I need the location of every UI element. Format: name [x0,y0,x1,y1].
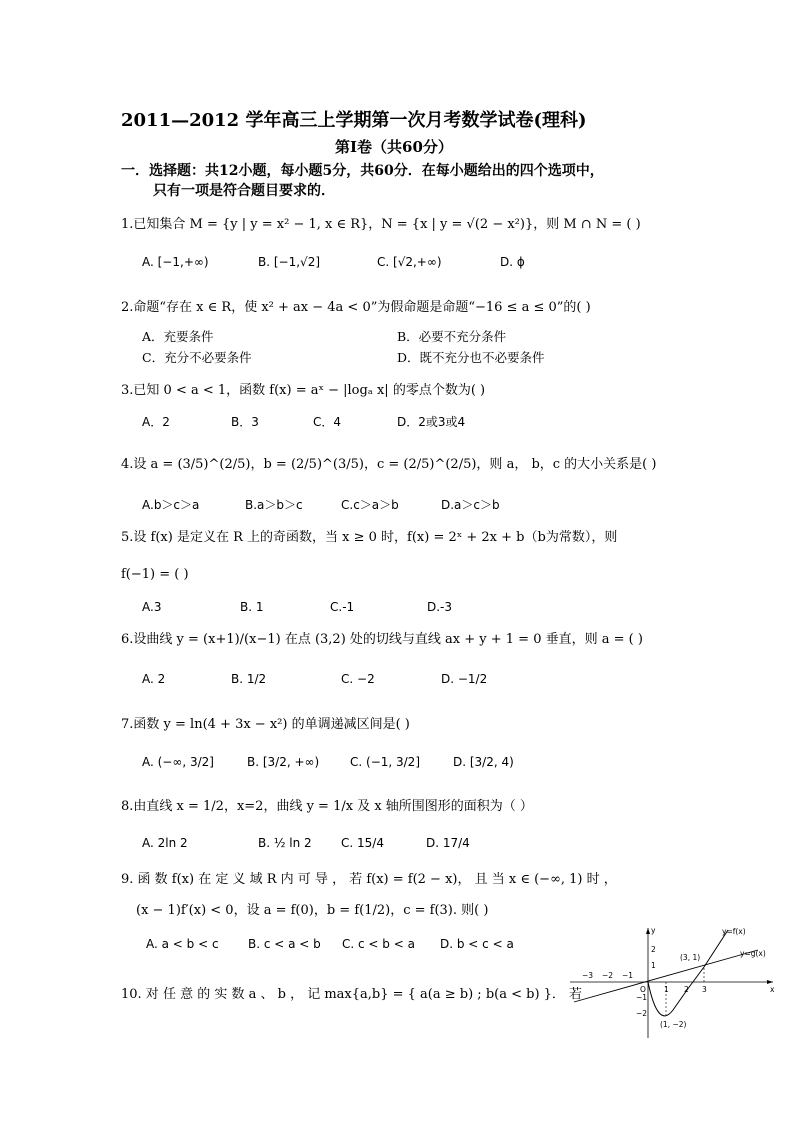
question-9-option-c: C. c < b < a [342,937,415,951]
section-heading-line2: 只有一项是符合题目要求的． [153,183,335,199]
question-9-stem: 9. 函 数 f(x) 在 定 义 域 R 内 可 导 ， 若 f(x) = f(2 − x)， 且 当 x ∈ (−∞, 1) 时 ， [121,872,617,887]
question-1-stem: 1.已知集合 M = {y | y = x² − 1, x ∈ R}，N = {x | y = √(2 − x²)}，则 M ∩ N = ( ) [121,217,641,232]
question-7-stem: 7.函数 y = ln(4 + 3x − x²) 的单调递减区间是( ) [121,717,410,732]
question-8-option-a: A. 2ln 2 [142,836,188,850]
question-6-option-c: C. −2 [341,672,375,686]
question-10-stem: 10. 对 任 意 的 实 数 a 、 b ， 记 max{a,b} = { a(a ≥ b) ; b(a < b) }． 若 [121,987,583,1002]
x-tick-1: 1 [664,985,669,994]
y-tick-2: 2 [651,945,656,954]
question-2-option-b: B．必要不充分条件 [397,329,507,344]
g-label: y=g(x) [740,949,766,958]
function-graph [568,920,780,1040]
question-6-option-a: A. 2 [142,672,166,686]
question-4-option-c: C.c＞a＞b [341,498,399,512]
question-4-option-b: B.a＞b＞c [245,498,303,512]
question-1-option-c: C. [√2,+∞) [377,255,442,269]
question-3-stem: 3.已知 0 < a < 1，函数 f(x) = aˣ − |logₐ x| 的零点个数为( ) [121,383,486,398]
x-tick-3: 3 [702,985,707,994]
question-9-option-a: A. a < b < c [146,937,219,951]
y-axis-arrow [646,928,650,934]
question-4-option-d: D.a＞c＞b [441,498,500,512]
question-7-option-b: B. [3/2, +∞) [247,755,320,769]
question-7-option-c: C. (−1, 3/2] [350,755,421,769]
question-5-stem: 5.设 f(x) 是定义在 R 上的奇函数，当 x ≥ 0 时，f(x) = 2ˣ + 2x + b（b为常数），则 [121,530,618,545]
f-label: y=f(x) [722,927,746,936]
question-8-option-c: C. 15/4 [341,836,384,850]
question-6-option-b: B. 1/2 [231,672,267,686]
question-8-option-b: B. ½ ln 2 [258,836,312,850]
question-2-stem: 2.命题“存在 x ∈ R，使 x² + ax − 4a < 0”为假命题是命题“−16 ≤ a ≤ 0”的( ) [121,300,591,315]
x-tick-neg2: −2 [602,971,614,980]
section-heading-line1: 一．选择题：共12小题，每小题5分，共60分．在每小题给出的四个选项中， [121,163,604,179]
y-tick-neg1: −1 [636,993,648,1002]
question-3-option-d: D．2或3或4 [397,415,466,429]
question-5-option-d: D.-3 [427,600,453,614]
f-curve [648,930,728,1016]
question-8-option-d: D. 17/4 [426,836,470,850]
y-tick-neg2: −2 [636,1009,648,1018]
question-9-option-d: D. b < c < a [440,937,514,951]
question-2-option-a: A．充要条件 [142,329,214,344]
point-label-3-1: (3, 1) [680,953,701,962]
y-tick-1: 1 [651,961,656,970]
question-3-option-b: B．3 [231,415,259,429]
question-5-option-c: C.-1 [330,600,355,614]
question-4-option-a: A.b＞c＞a [142,498,200,512]
question-8-stem: 8.由直线 x = 1/2，x=2，曲线 y = 1/x 及 x 轴所围图形的面积为（ ） [121,799,533,814]
x-tick-neg3: −3 [582,971,594,980]
question-9-stem-cont: (x − 1)f′(x) < 0，设 a = f(0)，b = f(1/2)，c = f(3). 则( ) [136,903,489,918]
question-2-option-d: D．既不充分也不必要条件 [397,350,545,365]
point-label-1-neg2: (1, −2) [660,1020,687,1029]
question-5-option-b: B. 1 [240,600,264,614]
origin-label: O [640,985,646,994]
x-axis-label: x [770,985,775,994]
question-1-option-d: D. ϕ [500,255,525,269]
x-tick-neg1: −1 [622,971,634,980]
question-1-option-a: A. [−1,+∞) [142,255,209,269]
question-6-option-d: D. −1/2 [441,672,488,686]
x-axis-arrow [767,980,773,984]
x-tick-2: 2 [684,985,689,994]
question-3-option-a: A．2 [142,415,170,429]
question-4-stem: 4.设 a = (3/5)^(2/5)，b = (2/5)^(3/5)，c = (2/5)^(2/5)，则 a， b，c 的大小关系是( ) [121,457,657,472]
question-9-option-b: B. c < a < b [248,937,321,951]
question-6-stem: 6.设曲线 y = (x+1)/(x−1) 在点 (3,2) 处的切线与直线 ax + y + 1 = 0 垂直，则 a = ( ) [121,632,643,647]
question-7-option-d: D. [3/2, 4) [453,755,514,769]
question-3-option-c: C．4 [313,415,342,429]
question-5-option-a: A.3 [142,600,162,614]
question-2-option-c: C．充分不必要条件 [142,350,252,365]
question-1-option-b: B. [−1,√2] [258,255,321,269]
exam-title: 2011—2012 学年高三上学期第一次月考数学试卷(理科) [121,110,587,131]
part-title: 第Ⅰ卷（共60分） [335,138,453,156]
question-5-stem-cont: f(−1) = ( ) [121,567,189,582]
question-7-option-a: A. (−∞, 3/2] [142,755,214,769]
y-axis-label: y [651,926,656,935]
